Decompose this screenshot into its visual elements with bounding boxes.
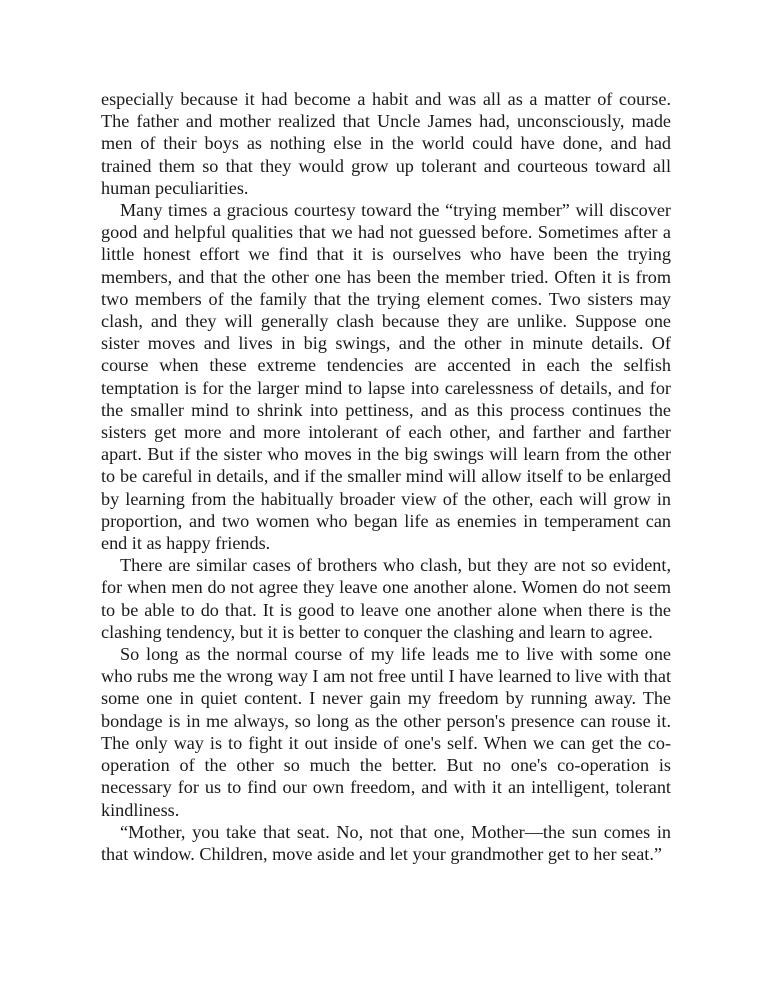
paragraph-freedom: So long as the normal course of my life leads me to live with some one who rubs me the wrong way I am not free until I have learned to live with that some one in quiet content. I never gain my freedom by running away. The bondage is in me always, so long as the other person's presence can rouse it. The only way is to fight it out inside of one's self. When we can get the co-operation of the other so much the better. But no one's co-operation is necessary for us to find our own freedom, and with it an intelligent, tolerant kindliness. (101, 644, 671, 820)
paragraph-continuation: especially because it had become a habit and was all as a matter of course. The father and mother realized that Uncle James had, unconsciously, made men of their boys as nothing else in the world could have done, and had trained them so that they would grow up tolerant and courteous toward all human peculiarities. (101, 89, 671, 198)
paragraph-dialogue: “Mother, you take that seat. No, not that one, Mother—the sun comes in that window. Children, move aside and let your grandmother get to her seat.” (101, 821, 671, 864)
paragraph-brothers: There are similar cases of brothers who clash, but they are not so evident, for when men do not agree they leave one another alone. Women do not seem to be able to do that. It is good to leave one another alone when there is the clashing tendency, but it is better to conquer the clashing and learn to agree. (101, 555, 671, 642)
book-page-text (101, 88, 671, 865)
paragraph-trying-member: Many times a gracious courtesy toward the “trying member” will discover good and helpful qualities that we had not guessed before. Sometimes after a little honest effort we find that it is ourselves who have been the trying members, and that the other one has been the member tried. Often it is from two members of the family that the trying element comes. Two sisters may clash, and they will generally clash because they are unlike. Suppose one sister moves and lives in big swings, and the other in minute details. Of course when these extreme tendencies are accented in each the selfish temptation is for the larger mind to lapse into carelessness of details, and for the smaller mind to shrink into pettiness, and as this process continues the sisters get more and more intolerant of each other, and farther and farther apart. But if the sister who moves in the big swings will learn from the other to be careful in details, and if the smaller mind will allow itself to be enlarged by learning from the habitually broader view of the other, each will grow in proportion, and two women who began life as enemies in temperament can end it as happy friends. (101, 200, 671, 554)
